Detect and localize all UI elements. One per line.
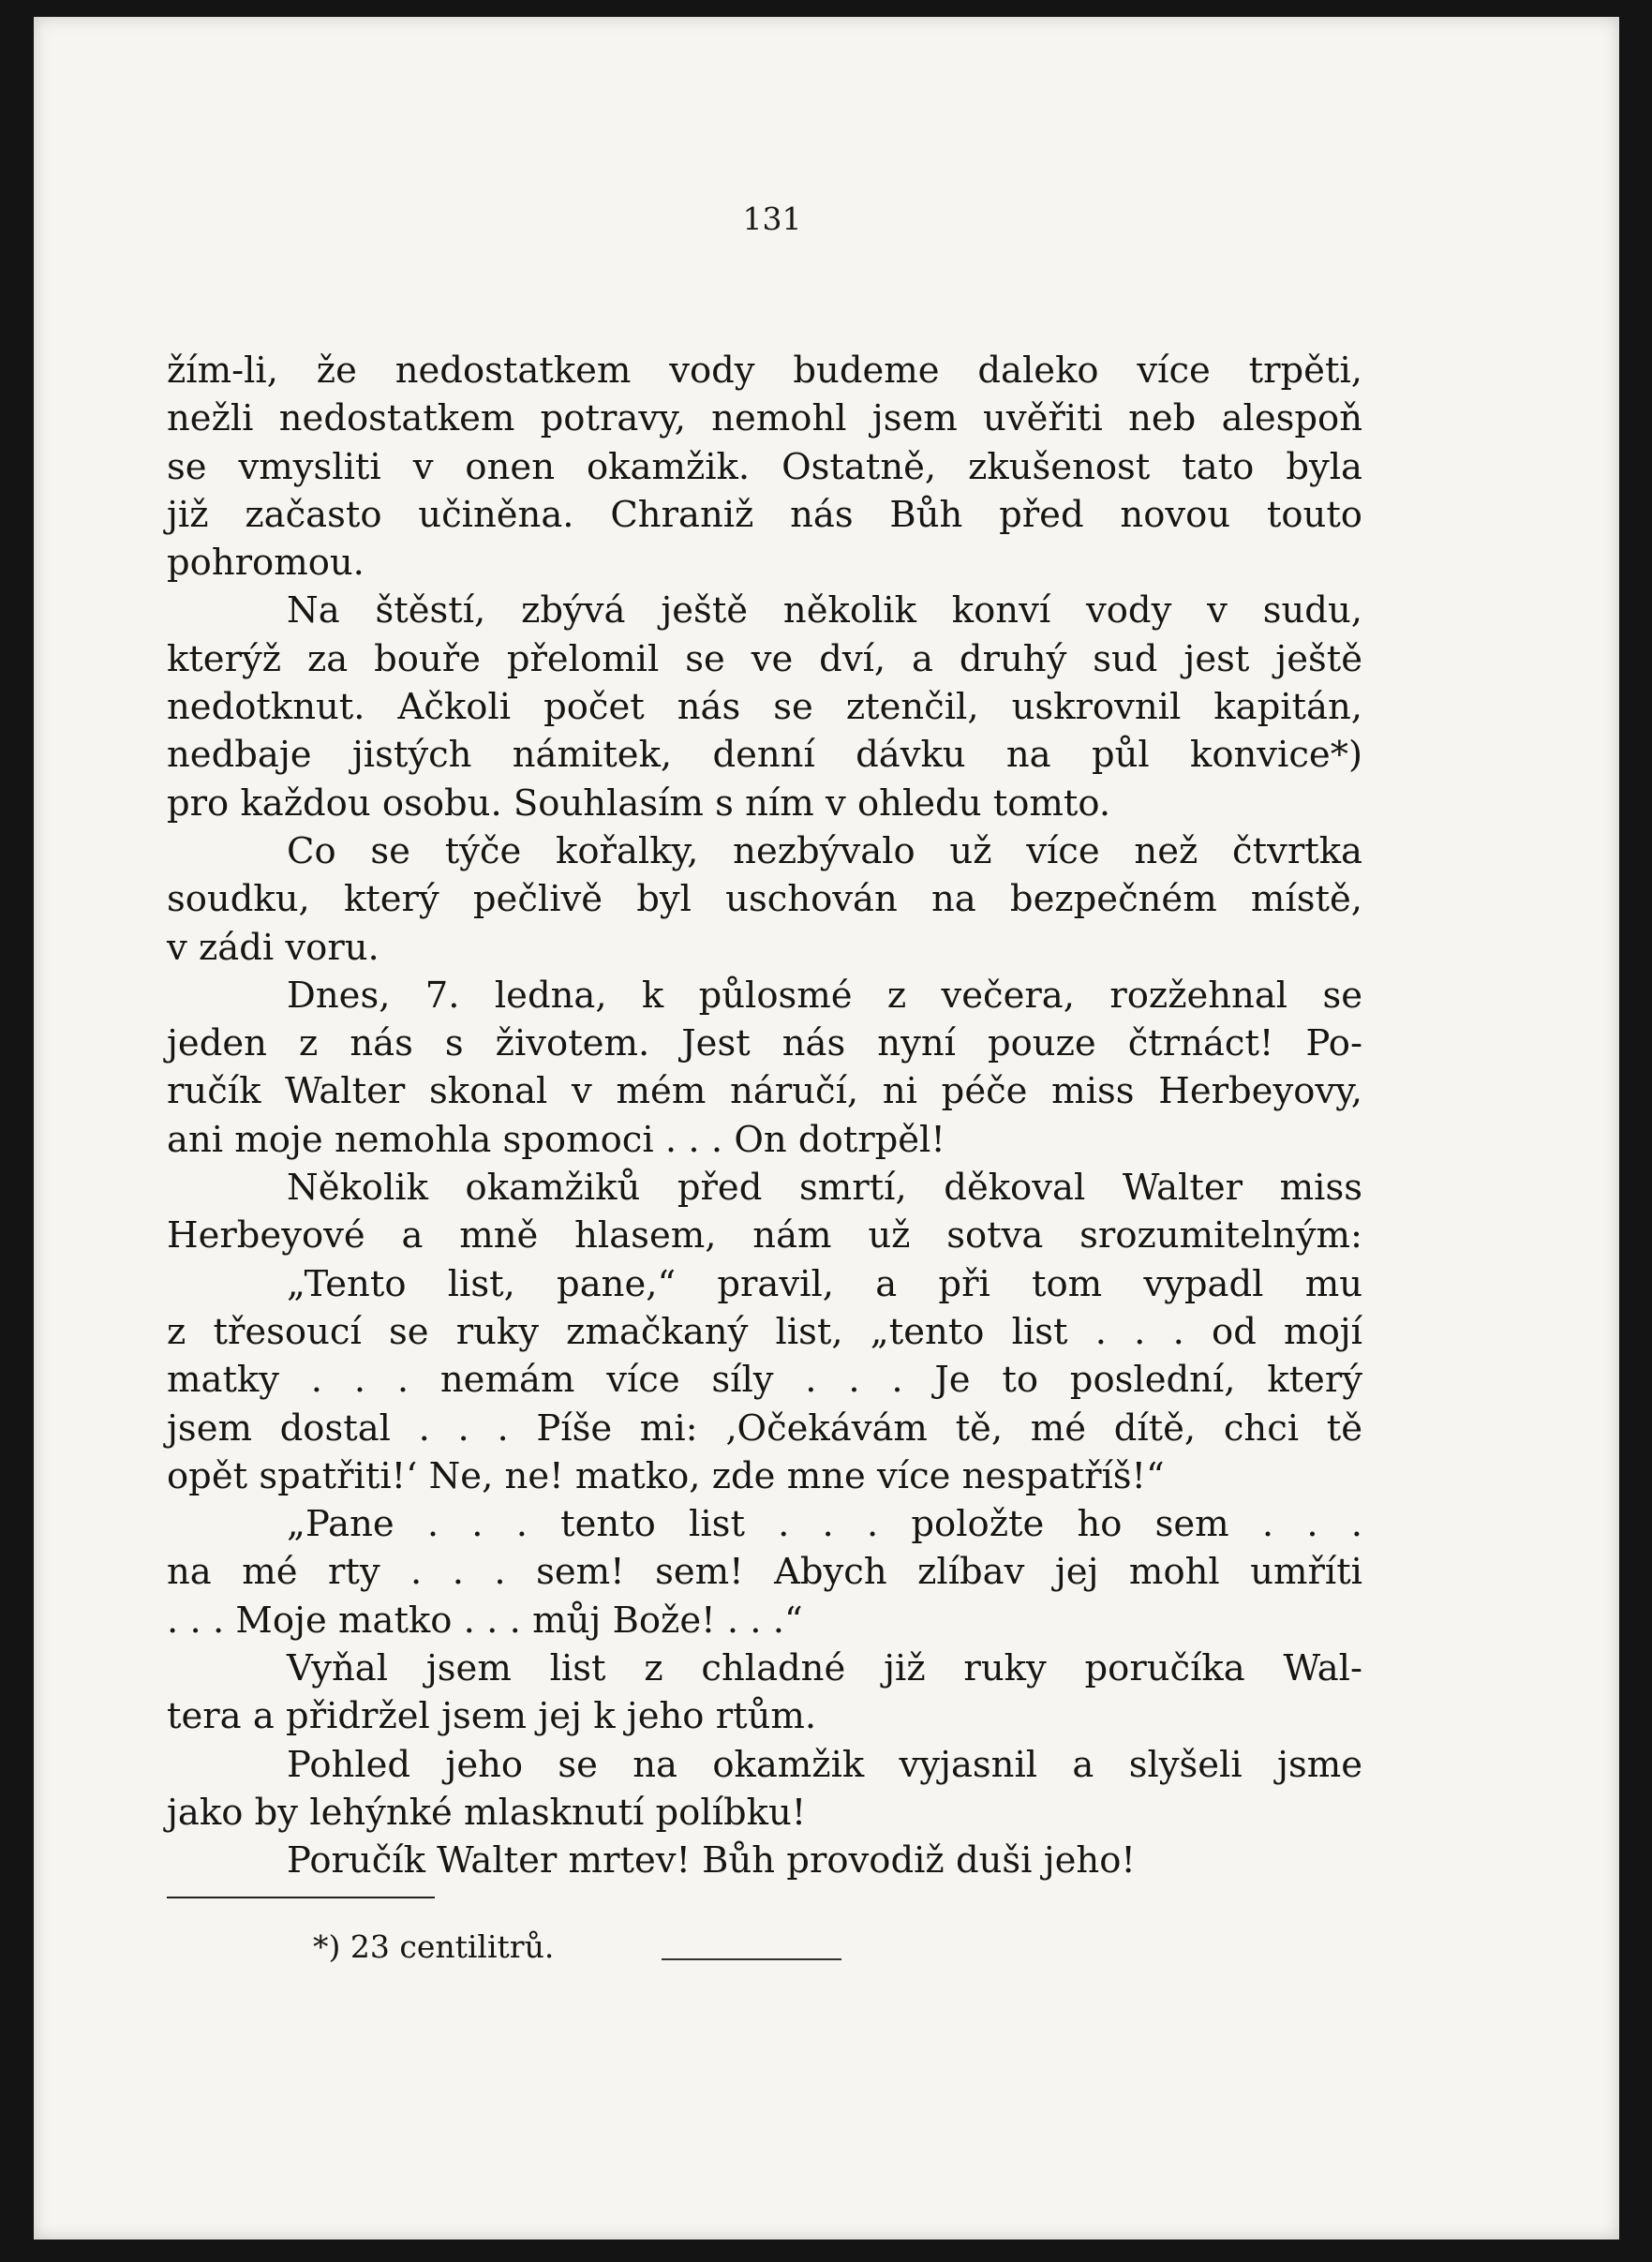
text-line: ani moje nemohla spomoci . . . On dotrpěl!	[167, 1118, 945, 1161]
text-line: Vyňal jsem list z chladné již ruky poručíka Wal-	[287, 1647, 1362, 1690]
text-line: Několik okamžiků před smrtí, děkoval Walter miss	[287, 1167, 1362, 1210]
book-page	[34, 17, 1619, 2240]
text-line: již začasto učiněna. Chraniž nás Bůh před novou touto	[167, 493, 1362, 536]
text-line: pohromou.	[167, 542, 365, 585]
text-line: na mé rty . . . sem! sem! Abych zlíbav jej mohl umříti	[167, 1551, 1362, 1594]
text-line: kterýž za bouře přelomil se ve dví, a druhý sud jest ještě	[167, 637, 1362, 680]
text-line: Dnes, 7. ledna, k půlosmé z večera, rozžehnal se	[287, 974, 1362, 1017]
text-line: „Tento list, pane,“ pravil, a při tom vypadl mu	[287, 1262, 1362, 1305]
text-line: jsem dostal . . . Píše mi: ‚Očekávám tě, mé dítě, chci tě	[167, 1406, 1362, 1450]
footnote-separator	[167, 1897, 435, 1898]
text-line: Poručík Walter mrtev! Bůh provodiž duši jeho!	[287, 1839, 1136, 1883]
text-line: Na štěstí, zbývá ještě několik konví vody v sudu,	[287, 589, 1362, 632]
text-line: v zádi voru.	[167, 926, 380, 969]
text-line: žím-li, že nedostatkem vody budeme daleko více trpěti,	[167, 350, 1362, 392]
text-line: z třesoucí se ruky zmačkaný list, „tento list . . . od mojí	[167, 1310, 1362, 1353]
body-text	[167, 347, 1362, 1885]
text-line: tera a přidržel jsem jej k jeho rtům.	[167, 1695, 817, 1738]
text-line: se vmysliti v onen okamžik. Ostatně, zkušenost tato byla	[167, 445, 1362, 488]
page-number: 131	[742, 201, 802, 237]
text-line: ručík Walter skonal v mém náručí, ni péče miss Herbeyovy,	[167, 1070, 1362, 1113]
text-line: nedotknut. Ačkoli počet nás se ztenčil, uskrovnil kapitán,	[167, 686, 1362, 729]
text-line: soudku, který pečlivě byl uschován na bezpečném místě,	[167, 878, 1362, 921]
text-line: jako by lehýnké mlasknutí políbku!	[167, 1791, 807, 1834]
text-line: Co se týče kořalky, nezbývalo už více než čtvrtka	[287, 829, 1362, 872]
text-line: Pohled jeho se na okamžik vyjasnil a slyšeli jsme	[287, 1743, 1362, 1786]
text-line: nežli nedostatkem potravy, nemohl jsem uvěřiti neb alespoň	[167, 397, 1362, 440]
text-line: Herbeyové a mně hlasem, nám už sotva srozumitelným:	[167, 1214, 1362, 1257]
text-line: „Pane . . . tento list . . . položte ho sem . . .	[287, 1503, 1362, 1546]
end-rule	[662, 1958, 841, 1960]
text-line: pro každou osobu. Souhlasím s ním v ohledu tomto.	[167, 781, 1111, 825]
footnote: *) 23 centilitrů.	[313, 1928, 555, 1965]
text-line: matky . . . nemám více síly . . . Je to poslední, který	[167, 1359, 1362, 1402]
text-line: nedbaje jistých námitek, denní dávku na půl konvice*)	[167, 734, 1362, 777]
text-line: jeden z nás s životem. Jest nás nyní pouze čtrnáct! Po-	[167, 1022, 1362, 1065]
text-line: opět spatřiti!‘ Ne, ne! matko, zde mne více nespatříš!“	[167, 1454, 1165, 1497]
text-line: . . . Moje matko . . . můj Bože! . . .“	[167, 1599, 803, 1642]
